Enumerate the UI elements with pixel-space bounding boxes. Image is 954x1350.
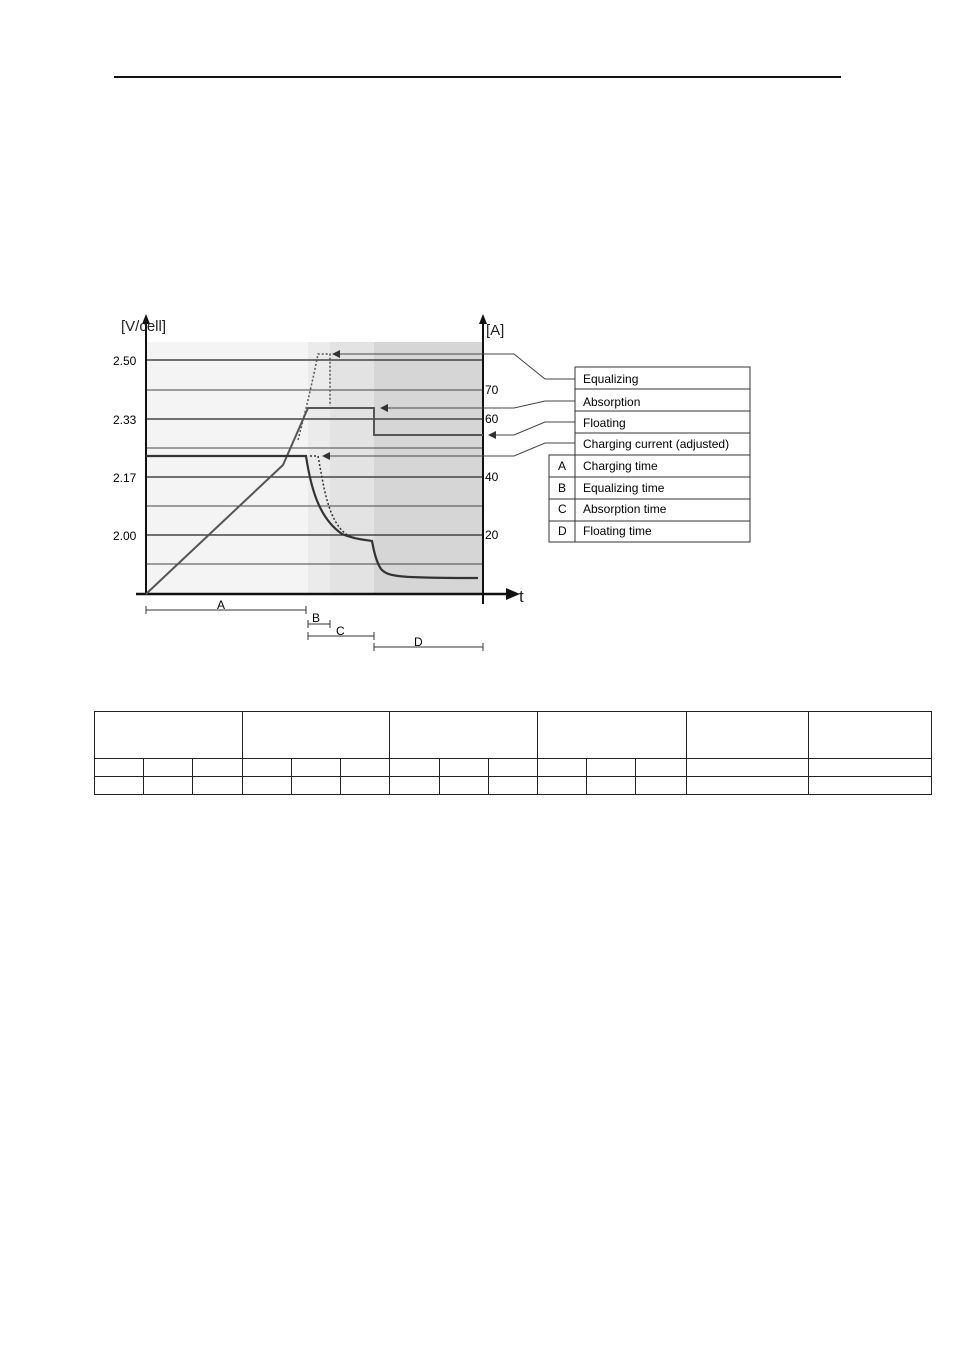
table-cell	[95, 777, 144, 795]
y-right-tick-4: 20	[485, 528, 499, 542]
table-cell	[341, 777, 390, 795]
table-header-cell	[95, 712, 243, 759]
phase-d-region	[374, 342, 483, 594]
legend-key-a: A	[558, 459, 567, 473]
y-right-tick-3: 40	[485, 470, 499, 484]
parameters-table	[94, 711, 932, 795]
table-row	[95, 777, 932, 795]
table-cell	[439, 777, 488, 795]
phase-b-region	[308, 342, 330, 594]
legend-absorption: Absorption	[583, 395, 641, 409]
x-label: t	[519, 587, 524, 606]
table-cell	[341, 759, 390, 777]
legend-absorption-time: Absorption time	[583, 502, 667, 516]
y-right-tick-2: 60	[485, 412, 499, 426]
table-cell	[291, 759, 340, 777]
table-cell	[144, 777, 193, 795]
table-header-cell	[242, 712, 390, 759]
table-cell	[390, 759, 439, 777]
arrow-floating-icon	[488, 431, 496, 439]
table-cell	[242, 777, 291, 795]
table-header-cell	[538, 712, 687, 759]
legend-equalizing-time: Equalizing time	[583, 481, 665, 495]
table-cell	[439, 759, 488, 777]
table-header-cell	[686, 712, 809, 759]
table-header-cell	[809, 712, 932, 759]
y-left-tick-2: 2.33	[113, 413, 137, 427]
table-header-row	[95, 712, 932, 759]
legend-floating-time: Floating time	[583, 524, 652, 538]
table-cell	[242, 759, 291, 777]
legend-charging-time: Charging time	[583, 459, 658, 473]
table-cell	[538, 777, 587, 795]
y-right-label: [A]	[486, 322, 505, 339]
table-cell	[144, 759, 193, 777]
phase-label-b: B	[312, 611, 321, 625]
table-cell	[686, 777, 809, 795]
table-cell	[686, 759, 809, 777]
phase-c-region	[330, 342, 374, 594]
table-cell	[636, 777, 686, 795]
table-cell	[193, 777, 242, 795]
table-cell	[587, 759, 636, 777]
table-cell	[488, 777, 537, 795]
phase-a-region	[146, 342, 308, 594]
phase-label-c: C	[336, 624, 345, 638]
table-cell	[587, 777, 636, 795]
table-cell	[95, 759, 144, 777]
table-cell	[193, 759, 242, 777]
y-left-label: [V/cell]	[121, 318, 167, 335]
table-row	[95, 759, 932, 777]
legend-charging-current: Charging current (adjusted)	[583, 437, 730, 451]
legend-key-d: D	[558, 524, 567, 538]
legend-key-b: B	[558, 481, 567, 495]
legend-key-c: C	[558, 502, 567, 516]
legend-equalizing: Equalizing	[583, 372, 639, 386]
table-cell	[809, 777, 932, 795]
table-cell	[636, 759, 686, 777]
x-arrow-icon	[506, 588, 520, 600]
phase-label-a: A	[217, 598, 226, 612]
table-cell	[390, 777, 439, 795]
y-left-tick-1: 2.50	[113, 354, 137, 368]
legend-floating: Floating	[583, 416, 626, 430]
y-left-tick-4: 2.00	[113, 529, 137, 543]
y-left-tick-3: 2.17	[113, 471, 137, 485]
table-cell	[538, 759, 587, 777]
y-right-tick-1: 70	[485, 383, 499, 397]
phase-label-d: D	[414, 635, 423, 649]
table-header-cell	[390, 712, 538, 759]
table-cell	[488, 759, 537, 777]
table-cell	[291, 777, 340, 795]
table-cell	[809, 759, 932, 777]
